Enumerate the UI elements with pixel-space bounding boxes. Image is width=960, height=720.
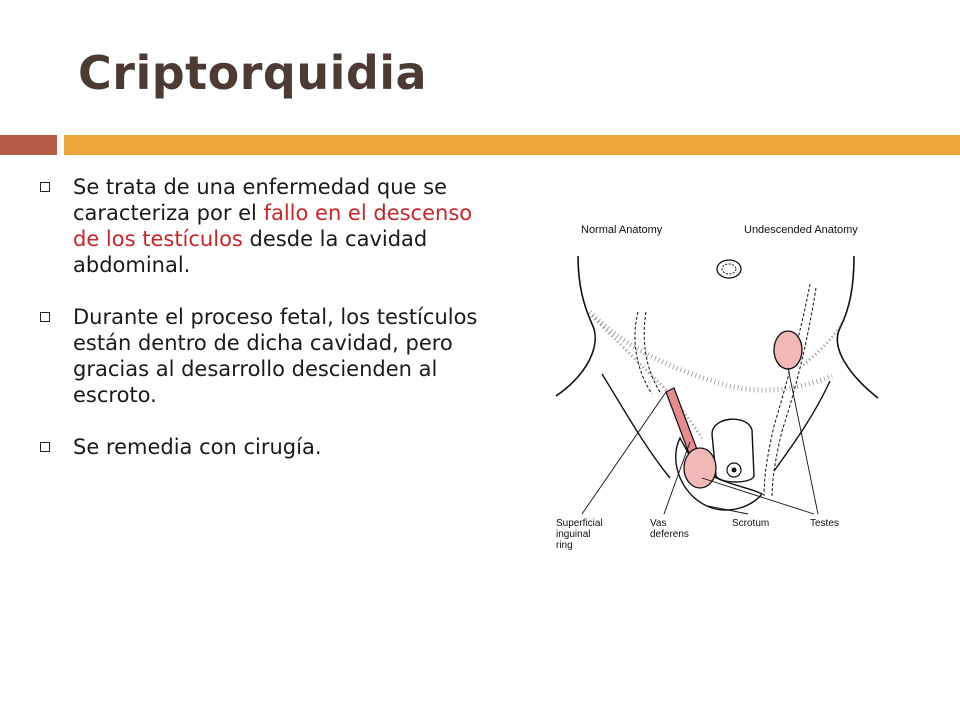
label-line: ring bbox=[556, 540, 573, 551]
inguinal-canal-dashed-right bbox=[764, 284, 810, 496]
title-accent-bar-left bbox=[0, 135, 57, 155]
bullet-item-fetal-process bbox=[40, 304, 480, 408]
bullet-text-pre: Se trata de una enfermedad que se caracteriza por el bbox=[73, 175, 448, 225]
glans-opening-inner bbox=[732, 468, 737, 473]
label-line: deferens bbox=[650, 529, 689, 540]
umbilicus bbox=[717, 260, 741, 278]
heading-normal-anatomy: Normal Anatomy bbox=[581, 224, 663, 236]
square-bullet-icon bbox=[40, 312, 50, 322]
label-line: Superficial bbox=[556, 518, 603, 529]
undescended-testis bbox=[774, 331, 802, 369]
descended-testis bbox=[684, 448, 716, 488]
bullet-text-highlight: fallo en el descenso de los testículos bbox=[73, 201, 473, 251]
label-superficial-inguinal-ring bbox=[556, 518, 605, 551]
title-accent-bar-right bbox=[64, 135, 960, 155]
label-line: Vas bbox=[650, 518, 667, 529]
bullet-text: Durante el proceso fetal, los testículos están dentro de dicha cavidad, pero gracias al desarrollo descienden al escroto. bbox=[73, 305, 478, 407]
body-outline-left bbox=[556, 256, 595, 396]
square-bullet-icon bbox=[40, 442, 50, 452]
inguinal-canal-dashed-left-2 bbox=[644, 312, 660, 392]
callout-testes-2 bbox=[788, 368, 818, 514]
label-testes: Testes bbox=[810, 518, 839, 529]
heading-undescended-anatomy: Undescended Anatomy bbox=[744, 224, 858, 236]
inguinal-canal-dashed-right-2 bbox=[772, 288, 816, 498]
anatomy-figure bbox=[552, 216, 882, 571]
penis bbox=[712, 419, 754, 482]
bullet-text-post: desde la cavidad abdominal. bbox=[73, 227, 428, 277]
thigh-line-left bbox=[602, 374, 670, 478]
thigh-line-right bbox=[774, 381, 830, 471]
label-vas-deferens bbox=[650, 518, 689, 540]
body-outline-right bbox=[837, 256, 878, 398]
bullet-item-definition bbox=[40, 174, 480, 278]
bullet-text: Se remedia con cirugía. bbox=[73, 435, 322, 459]
bullet-list bbox=[40, 174, 480, 460]
square-bullet-icon bbox=[40, 182, 50, 192]
anatomy-illustration bbox=[552, 216, 882, 571]
umbilicus-inner bbox=[722, 264, 736, 274]
bullet-item-treatment bbox=[40, 434, 480, 460]
label-scrotum: Scrotum bbox=[732, 518, 770, 529]
label-line: inguinal bbox=[556, 529, 591, 540]
slide-title: Criptorquidia bbox=[78, 46, 428, 100]
